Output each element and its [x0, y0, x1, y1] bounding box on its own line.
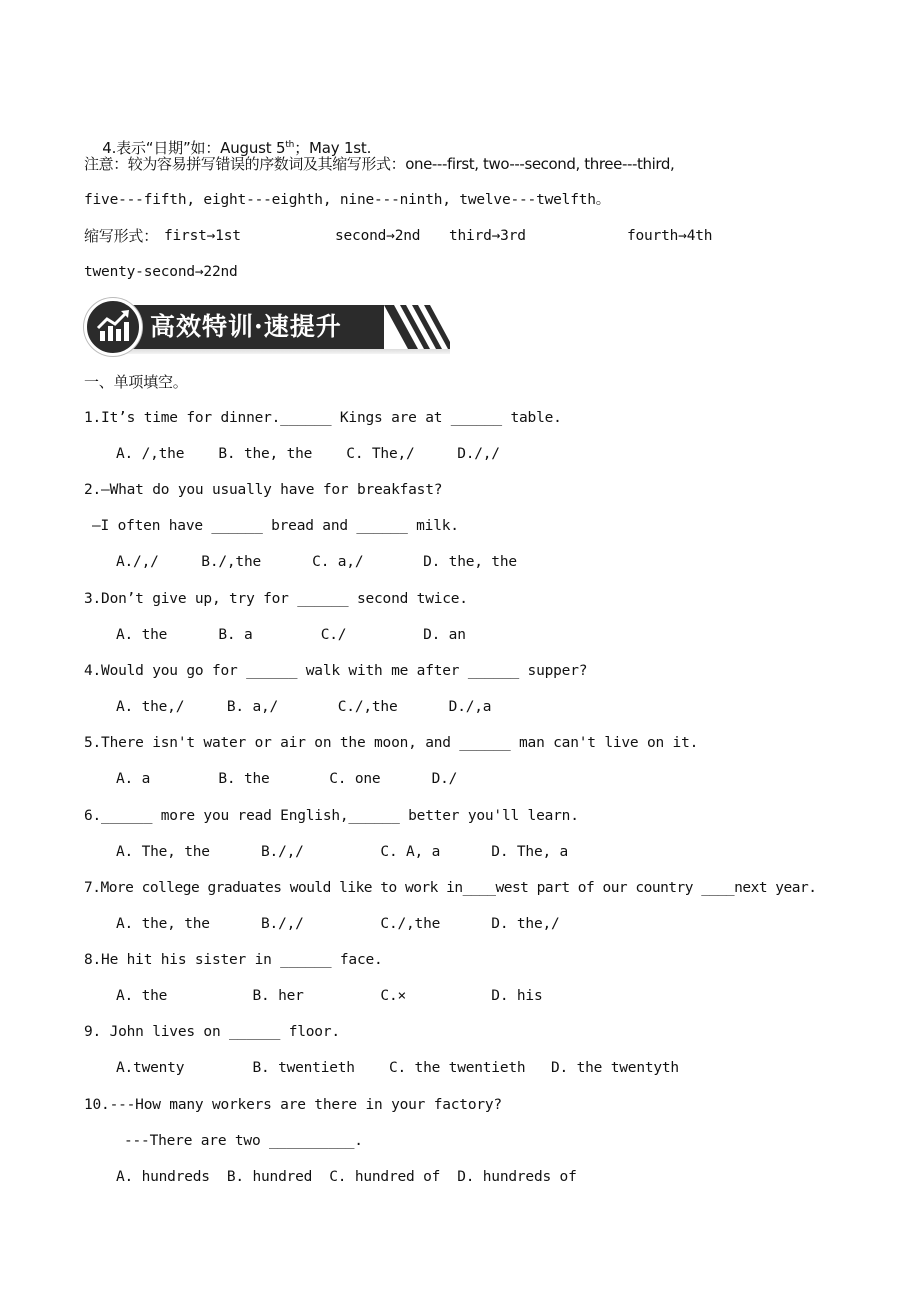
abbr-item: first→1st — [164, 228, 241, 244]
question-stem: 5.There isn't water or air on the moon, and ______ man can't live on it. — [84, 735, 699, 751]
question-stem: 6.______ more you read English,______ better you'll learn. — [84, 808, 579, 824]
abbr-item: third→3rd — [449, 228, 526, 244]
section-heading: 一、单项填空。 — [84, 373, 188, 391]
question-options: A. /,the B. the, the C. The,/ D./,/ — [116, 446, 500, 462]
question-stem: 7.More college graduates would like to work in____west part of our country ____next year. — [84, 880, 817, 896]
question-stem: 4.Would you go for ______ walk with me after ______ supper? — [84, 663, 588, 679]
question-options: A. hundreds B. hundred C. hundred of D. hundreds of — [116, 1169, 577, 1185]
question-options: A. the, the B./,/ C./,the D. the,/ — [116, 916, 560, 932]
section-banner — [84, 297, 450, 357]
question-stem-reply: ---There are two __________. — [124, 1133, 363, 1149]
ordinal-superscript: th — [285, 140, 295, 150]
question-stem: 1.It’s time for dinner.______ Kings are at ______ table. — [84, 410, 562, 426]
question-options: A. the B. her C.× D. his — [116, 988, 543, 1004]
question-options: A. a B. the C. one D./ — [116, 771, 458, 787]
abbr-label: 缩写形式： — [84, 227, 159, 245]
question-stem: 10.---How many workers are there in your factory? — [84, 1097, 502, 1113]
trend-chart-icon — [87, 301, 139, 353]
abbr-last: twenty-second→22nd — [84, 264, 238, 280]
note-line-1: 注意：较为容易拼写错误的序数词及其缩写形式：one---first, two---second, three---third, — [84, 155, 675, 173]
question-stem-reply: —I often have ______ bread and ______ milk. — [92, 518, 459, 534]
question-stem: 3.Don’t give up, try for ______ second twice. — [84, 591, 468, 607]
question-options: A.twenty B. twentieth C. the twentieth D. the twentyth — [116, 1060, 679, 1076]
question-options: A. the,/ B. a,/ C./,the D./,a — [116, 699, 492, 715]
question-options: A. the B. a C./ D. an — [116, 627, 466, 643]
question-stem: 2.—What do you usually have for breakfast? — [84, 482, 443, 498]
date-usage-prefix: 4.表示“日期”如：August 5 — [102, 139, 286, 157]
question-stem: 8.He hit his sister in ______ face. — [84, 952, 383, 968]
date-usage-suffix: ；May 1st. — [294, 139, 372, 157]
note-line-2: five---fifth, eight---eighth, nine---ninth, twelve---twelfth。 — [84, 192, 611, 208]
banner-icon-badge — [84, 298, 142, 356]
banner-stripes — [384, 305, 450, 349]
abbr-item: second→2nd — [335, 228, 421, 244]
question-options: A. The, the B./,/ C. A, a D. The, a — [116, 844, 569, 860]
question-stem: 9. John lives on ______ floor. — [84, 1024, 340, 1040]
question-options: A./,/ B./,the C. a,/ D. the, the — [116, 554, 517, 570]
banner-title: 高效特训·速提升 — [150, 312, 342, 341]
abbr-item: fourth→4th — [627, 228, 713, 244]
